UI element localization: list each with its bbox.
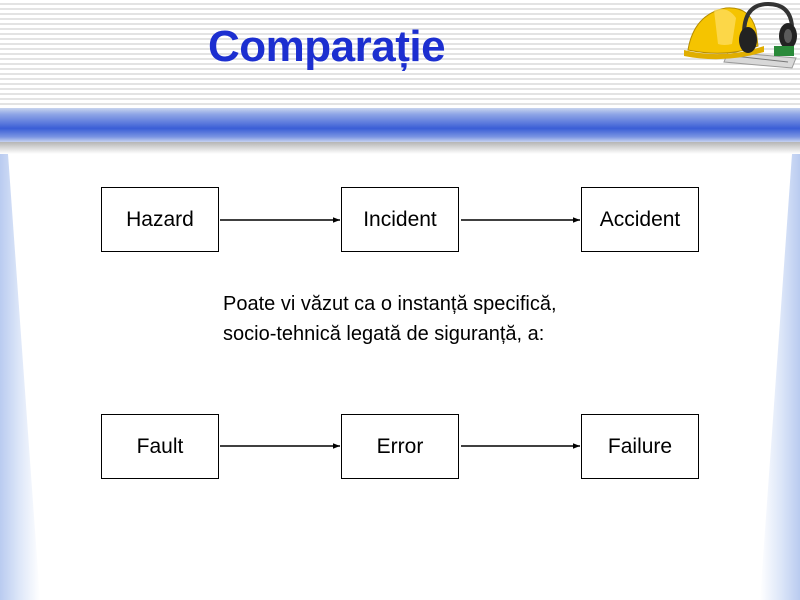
box-fault: Fault bbox=[101, 414, 219, 479]
slide-title: Comparație bbox=[208, 22, 446, 71]
box-hazard: Hazard bbox=[101, 187, 219, 252]
box-failure: Failure bbox=[581, 414, 699, 479]
box-accident: Accident bbox=[581, 187, 699, 252]
box-incident: Incident bbox=[341, 187, 459, 252]
box-error: Error bbox=[341, 414, 459, 479]
caption bbox=[223, 289, 557, 349]
caption-line-2: socio-tehnică legată de siguranță, a: bbox=[223, 323, 545, 345]
caption-line-1: Poate vi văzut ca o instanță specifică, bbox=[223, 293, 557, 315]
